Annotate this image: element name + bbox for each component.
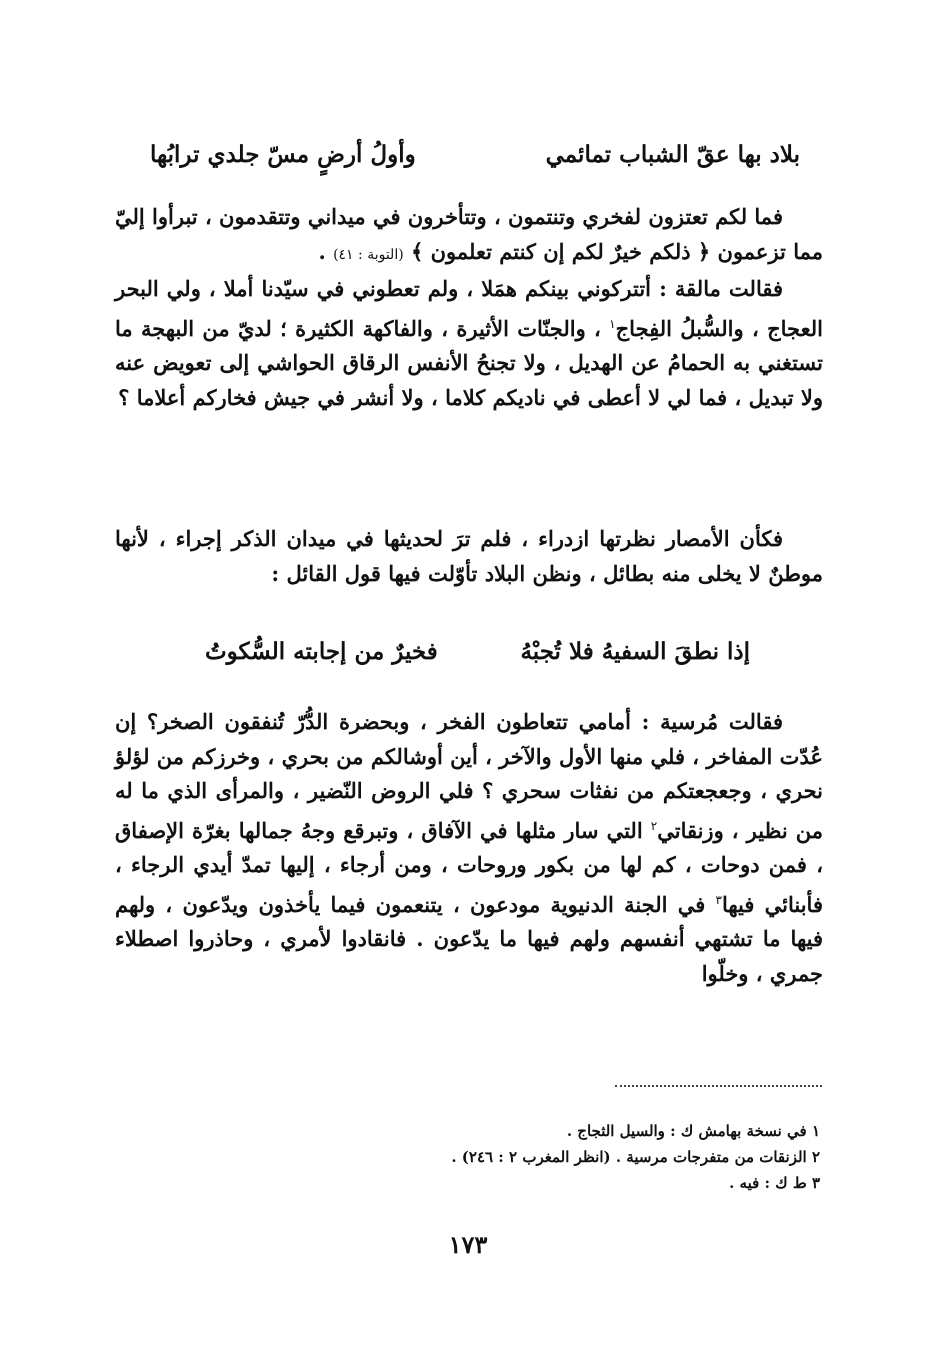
verse-couplet	[150, 140, 800, 170]
verse-second-hemistich: وأولُ أرضٍ مسّ جلدي ترابُها	[150, 141, 416, 168]
footnote: ٣ ط ك : فيه .	[729, 1174, 820, 1192]
paragraph-text: فقالت مُرسية : أمامي تتعاطون الفخر ، وبحضرة الدُّرّ تُنفقون الصخر؟ إن عُدّت المفاخر ، فلي منها الأول والآخر ، أين أوشالكم من بحري ، وخرزكم من لؤلؤ نحري ، وجعجعتكم من نفثات سحري ؟ فلي الروض النّضير ، والمرأى الذي ما له من نظير ، وزنقاتي	[115, 709, 824, 843]
footnotes	[300, 1118, 820, 1196]
paragraph	[115, 200, 823, 272]
footnote: ١ في نسخة بهامش ك : والسيل الثجاج .	[566, 1122, 820, 1140]
paragraph-text: في الجنة الدنيوية مودعون ، يتنعمون فيما يأخذون ويدّعون ، ولهم فيها ما تشتهي أنفسهم ولهم فيها ما يدّعون . فانقادوا لأمري ، وحاذروا اصطلاء جمري ، وخلّوا	[115, 891, 823, 986]
paragraph	[115, 272, 823, 415]
verse-first-hemistich: إذا نطقَ السفيهُ فلا تُجبْهُ	[520, 638, 750, 665]
quran-citation: (التوبة : ٤١)	[333, 246, 404, 263]
footnote-marker: ١	[609, 316, 616, 331]
paragraph-text: .	[318, 238, 334, 264]
footnote-divider	[615, 1085, 822, 1087]
paragraph-text: فقالت مالقة : أتتركوني بينكم همَلا ، ولم تعطوني في سيّدنا أملا ، ولي البحر العجاج ، والسُّبلُ الفِجاج	[115, 276, 823, 341]
verse-first-hemistich: بلاد بها عقّ الشباب تمائمي	[545, 141, 800, 168]
paragraph: فكأن الأمصار نظرتها ازدراء ، فلم ترَ لحديثها في ميدان الذكر إجراء ، لأنها موطنٌ لا يخلى منه بطائل ، ونظن البلاد تأوّلت فيها قول القائل :	[115, 526, 823, 586]
prose-block	[115, 200, 823, 415]
prose-block	[115, 522, 823, 591]
paragraph-text: ، والجنّات الأثيرة ، والفاكهة الكثيرة ؛ لديّ من البهجة ما تستغني به الحمامُ عن الهديل ، ولا تجنحُ الأنفس الرقاق الحواشي إلى تعويض عنه ولا تبديل ، فما لي لا أعطى في ناديكم كلاما ، ولا أنشر في جيش فخاركم أعلاما ؟	[115, 315, 823, 410]
footnote: ٢ الزنقات من متفرجات مرسية . (انظر المغرب ٢ : ٢٤٦) .	[451, 1148, 820, 1166]
verse-second-hemistich: فخيرٌ من إجابته السُّكوتُ	[205, 638, 438, 665]
paragraph-text: فما لكم تعتزون لفخري وتنتمون ، وتتأخرون في ميداني وتتقدمون ، تبرأوا إليّ مما تزعمون ﴿ ذلكم خيرٌ لكم إن كنتم تعلمون ﴾	[115, 204, 823, 264]
page-number: ١٧٣	[448, 1230, 488, 1259]
footnote-marker: ٢	[650, 818, 658, 833]
paragraph	[115, 705, 823, 991]
footnote-marker: ٣	[715, 892, 722, 907]
paragraph-text: التي سار مثلها في الآفاق ، وتبرقع وجهُ جمالها بغرّة الإصفاق ، فمن دوحات ، كم لها من بكور وروحات ، ومن أرجاء ، إليها تمدّ أيدي الرجاء ، فأبنائي فيها	[115, 817, 823, 917]
prose-block	[115, 705, 823, 991]
verse-couplet	[205, 637, 750, 667]
